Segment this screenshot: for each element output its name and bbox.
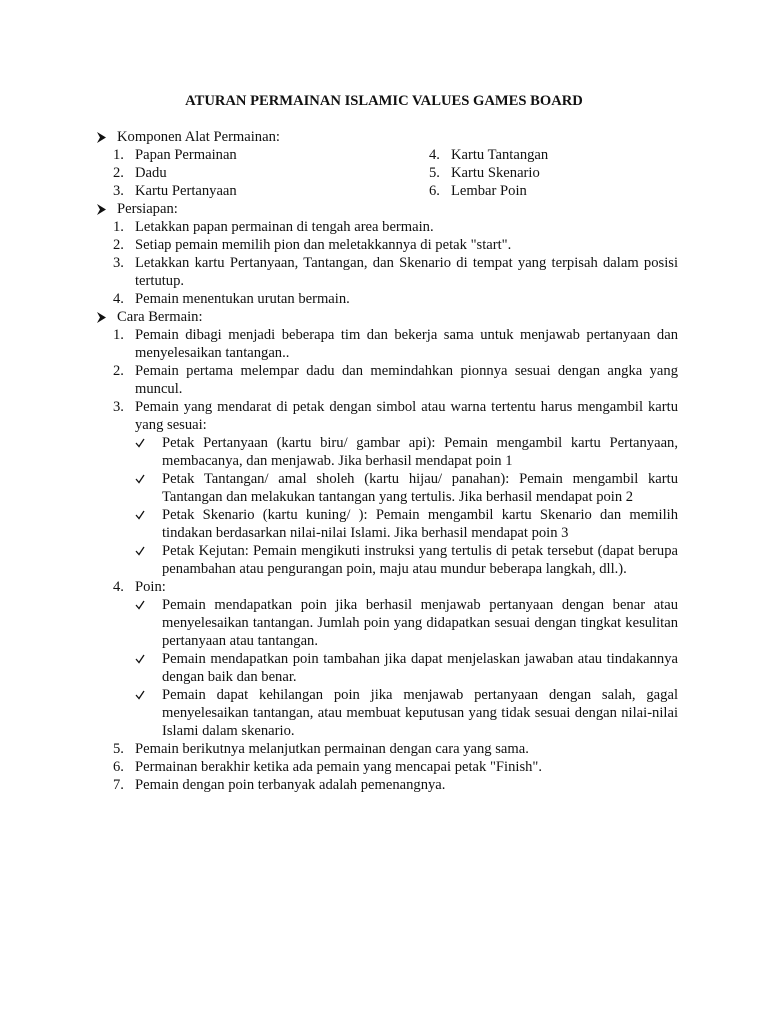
list-item [113, 362, 678, 398]
list-text: Dadu [135, 165, 167, 181]
cara-list [113, 326, 678, 794]
section-cara-heading [96, 308, 678, 326]
check-mark-icon [135, 434, 162, 470]
list-item [113, 236, 678, 254]
arrow-bullet-icon [96, 128, 117, 146]
section-heading: Komponen Alat Permainan: [117, 129, 280, 145]
check-text: Pemain mendapatkan poin jika berhasil menjawab pertanyaan dengan benar atau menyelesaikan tantangan. Jumlah poin yang didapatkan sesuai dengan tingkat kesulitan pertanyaan atau tantangan. [162, 597, 678, 649]
list-text: Papan Permainan [135, 147, 237, 163]
list-number: 4. [429, 147, 440, 163]
check-mark-icon [135, 470, 162, 506]
list-text: Kartu Pertanyaan [135, 183, 237, 199]
list-number: 4. [113, 579, 124, 595]
check-text: Petak Kejutan: Pemain mengikuti instruksi yang tertulis di petak tersebut (dapat berupa penambahan atau pengurangan poin, maju atau mundur beberapa langkah, dll.). [162, 543, 678, 577]
list-number: 2. [113, 363, 124, 379]
section-komponen-heading [96, 128, 678, 146]
check-mark-icon [135, 596, 162, 650]
list-item-body [135, 578, 678, 740]
check-text: Pemain mendapatkan poin tambahan jika dapat menjelaskan jawaban atau tindakannya dengan baik dan benar. [162, 651, 678, 685]
list-text: Lembar Poin [451, 183, 527, 199]
document-title: ATURAN PERMAINAN ISLAMIC VALUES GAMES BOARD [185, 93, 583, 109]
list-item [429, 146, 678, 164]
list-number: 3. [113, 399, 124, 415]
section-heading: Persiapan: [117, 201, 178, 217]
list-item [429, 182, 678, 200]
check-mark-icon [135, 650, 162, 686]
list-text: Pemain berikutnya melanjutkan permainan dengan cara yang sama. [135, 741, 529, 757]
check-text: Petak Tantangan/ amal sholeh (kartu hijau/ panahan): Pemain mengambil kartu Tantangan dan melakukan tantangan yang tertulis. Jika berhasil mendapat poin 2 [162, 471, 678, 505]
check-list-item [135, 434, 678, 470]
komponen-list-right [429, 146, 678, 200]
list-number: 1. [113, 147, 124, 163]
list-number: 4. [113, 291, 124, 307]
list-item [113, 164, 429, 182]
list-item [113, 254, 678, 290]
list-text: Kartu Skenario [451, 165, 540, 181]
list-item [113, 326, 678, 362]
list-number: 3. [113, 255, 124, 271]
list-number: 1. [113, 327, 124, 343]
document-body [96, 128, 678, 794]
list-item [113, 578, 678, 740]
persiapan-list [113, 218, 678, 308]
list-number: 6. [113, 759, 124, 775]
list-number: 2. [113, 237, 124, 253]
check-list-item [135, 596, 678, 650]
list-item [113, 218, 678, 236]
list-text: Letakkan papan permainan di tengah area bermain. [135, 219, 434, 235]
list-item-body [135, 398, 678, 578]
section-heading: Cara Bermain: [117, 309, 203, 325]
list-number: 7. [113, 777, 124, 793]
check-list-item [135, 542, 678, 578]
list-number: 5. [113, 741, 124, 757]
section-persiapan-heading [96, 200, 678, 218]
arrow-bullet-icon [96, 308, 117, 326]
list-text: Setiap pemain memilih pion dan meletakkannya di petak "start". [135, 237, 512, 253]
list-item [113, 290, 678, 308]
list-text: Kartu Tantangan [451, 147, 549, 163]
komponen-list [113, 146, 678, 200]
list-text: Permainan berakhir ketika ada pemain yang mencapai petak "Finish". [135, 759, 543, 775]
list-text: Pemain dengan poin terbanyak adalah pemenangnya. [135, 777, 446, 793]
check-mark-icon [135, 506, 162, 542]
list-item [113, 146, 429, 164]
check-list-item [135, 686, 678, 740]
check-mark-icon [135, 542, 162, 578]
list-text: Pemain dibagi menjadi beberapa tim dan bekerja sama untuk menjawab pertanyaan dan menyelesaikan tantangan.. [135, 327, 678, 361]
list-item [113, 398, 678, 578]
list-number: 5. [429, 165, 440, 181]
list-item [113, 740, 678, 758]
check-mark-icon [135, 686, 162, 740]
list-item [429, 164, 678, 182]
list-item [113, 758, 678, 776]
check-list-item [135, 470, 678, 506]
list-number: 1. [113, 219, 124, 235]
list-text: Pemain yang mendarat di petak dengan simbol atau warna tertentu harus mengambil kartu yang sesuai: [135, 399, 678, 433]
list-item [113, 182, 429, 200]
list-item [113, 776, 678, 794]
arrow-bullet-icon [96, 200, 117, 218]
list-number: 2. [113, 165, 124, 181]
list-text: Poin: [135, 579, 166, 595]
check-text: Petak Pertanyaan (kartu biru/ gambar api): Pemain mengambil kartu Pertanyaan, membacanya, dan menjawab. Jika berhasil mendapat poin 1 [162, 435, 678, 469]
check-text: Pemain dapat kehilangan poin jika menjawab pertanyaan dengan salah, gagal menyelesaikan tantangan, atau membuat keputusan yang tidak sesuai dengan nilai-nilai Islami dalam skenario. [162, 687, 678, 739]
list-number: 6. [429, 183, 440, 199]
check-list-item [135, 650, 678, 686]
check-list-item [135, 506, 678, 542]
list-text: Pemain menentukan urutan bermain. [135, 291, 350, 307]
komponen-list-left [113, 146, 429, 200]
check-text: Petak Skenario (kartu kuning/ ): Pemain mengambil kartu Skenario dan memilih tindakan berdasarkan nilai-nilai Islami. Jika berhasil mendapat poin 3 [162, 507, 678, 541]
list-text: Pemain pertama melempar dadu dan memindahkan pionnya sesuai dengan angka yang muncul. [135, 363, 678, 397]
list-number: 3. [113, 183, 124, 199]
list-text: Letakkan kartu Pertanyaan, Tantangan, dan Skenario di tempat yang terpisah dalam posisi tertutup. [135, 255, 678, 289]
